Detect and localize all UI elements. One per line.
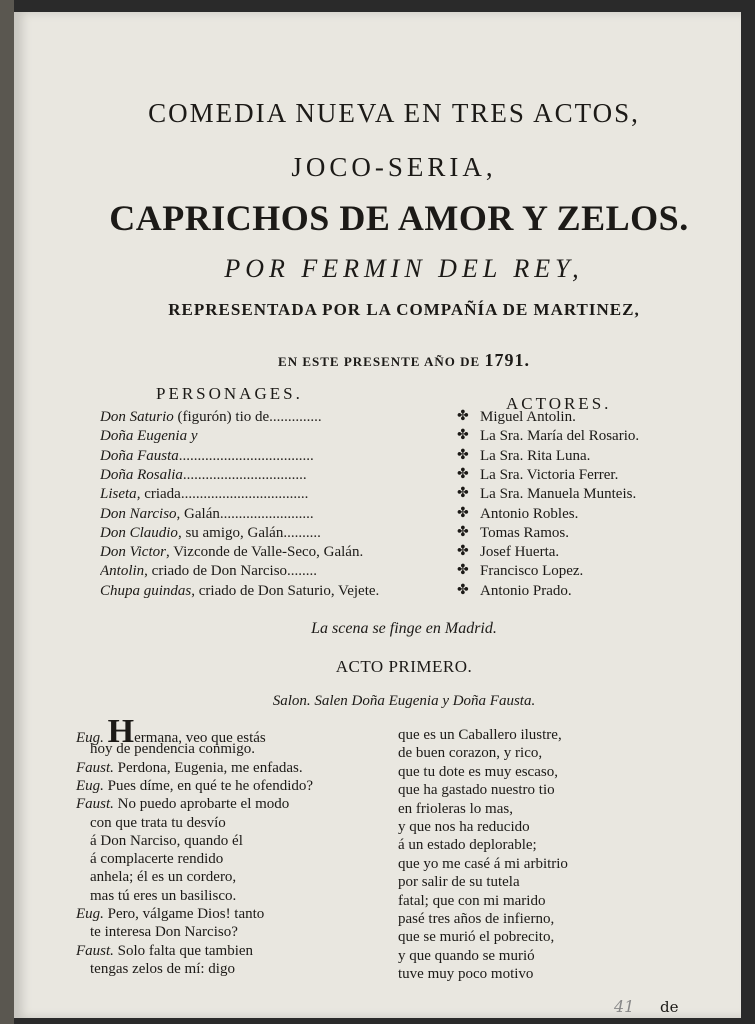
cast-row (100, 486, 740, 505)
verse-text: á complacerte rendido (90, 851, 224, 868)
year-prefix: EN ESTE PRESENTE AÑO DE (278, 354, 481, 369)
verse-text: te interesa Don Narciso? (90, 924, 238, 941)
actor-name: Tomas Ramos. (480, 524, 569, 541)
verse-line: que tu dote es muy escaso, (398, 763, 558, 780)
leader-dots: ................................. (182, 466, 307, 483)
brace-ornament-icon: ✤ (457, 409, 469, 424)
cast-row (100, 544, 740, 563)
character-name: Liseta (100, 486, 137, 503)
verse-line (90, 832, 243, 851)
speaker-label: Eug. (76, 777, 104, 794)
leader-dots: .......... (283, 524, 321, 541)
character-name: Doña Fausta (100, 447, 179, 464)
setting-line: La scena se finge en Madrid. (311, 620, 497, 637)
character-entry (100, 409, 445, 426)
cast-row (100, 506, 740, 525)
character-entry (100, 583, 445, 600)
character-entry (100, 525, 445, 542)
brace-ornament-icon: ✤ (457, 447, 469, 463)
verse-line: que es un Caballero ilustre, (398, 727, 562, 743)
verse-line (90, 887, 236, 906)
brace-ornament-icon: ✤ (457, 563, 469, 579)
character-entry (100, 563, 445, 580)
verse-line: fatal; que con mi marido (398, 892, 546, 909)
speaker-label: Eug. (76, 730, 104, 746)
drop-cap: H (107, 713, 135, 750)
speaker-label: Faust. (76, 942, 114, 959)
actor-name: Antonio Prado. (480, 582, 572, 599)
character-name: Doña Eugenia y (100, 428, 198, 445)
verse-text: No puedo aprobarte el modo (117, 796, 290, 813)
verse-text: mas tú eres un basilisco. (90, 887, 237, 904)
leader-dots: ......................... (219, 505, 314, 522)
character-name: Don Victor (100, 544, 166, 561)
personages-header: PERSONAGES. (156, 384, 303, 403)
verse-text: Pero, válgame Dios! tanto (107, 906, 265, 922)
leader-dots: .................................. (180, 486, 309, 503)
verse-line (76, 942, 253, 961)
verse-text: hoy de pendencia conmigo. (90, 741, 255, 758)
brace-ornament-icon: ✤ (457, 505, 469, 521)
verse-text: tengas zelos de mí: digo (90, 960, 235, 977)
brace-ornament-icon: ✤ (457, 428, 469, 444)
character-entry (100, 486, 445, 503)
verse-line (90, 868, 236, 887)
cast-row (100, 428, 740, 447)
verse-text: Pues díme, en qué te he ofendido? (107, 777, 314, 794)
character-entry (100, 544, 445, 561)
play-title: CAPRICHOS DE AMOR Y ZELOS. (109, 198, 689, 238)
verse-text: con que trata tu desvío (90, 814, 226, 831)
verse-line (90, 923, 238, 942)
verse-line: y que quando se murió (398, 947, 535, 964)
character-entry (100, 428, 445, 445)
title-line-2: JOCO-SERIA, (291, 152, 497, 182)
character-name: Doña Rosalia (100, 466, 183, 483)
character-entry (100, 506, 445, 523)
cast-row (100, 448, 740, 467)
verse-line (90, 740, 255, 759)
author-line: POR FERMIN DEL REY, (224, 254, 584, 283)
verse-line: á un estado deplorable; (398, 837, 537, 854)
actor-name: La Sra. Manuela Munteis. (480, 486, 637, 503)
leader-dots: .................................... (178, 447, 314, 464)
character-description: , criada (136, 486, 181, 503)
company-line: REPRESENTADA POR LA COMPAÑÍA DE MARTINEZ, (168, 300, 640, 319)
character-name: Don Saturio (100, 409, 174, 425)
character-description: , criado de Don Saturio, Vejete (191, 582, 376, 599)
brace-ornament-icon: ✤ (457, 486, 469, 502)
verse-text: Solo falta que tambien (117, 942, 254, 959)
speaker-label: Eug. (76, 906, 104, 922)
verse-text: á Don Narciso, quando él (90, 832, 243, 849)
cast-row (100, 563, 740, 582)
verse-line: que se murió el pobrecito, (398, 929, 555, 946)
page-number: 41 (614, 997, 635, 1016)
year-value: 1791. (484, 350, 530, 370)
verse-line (90, 814, 226, 833)
title-line-1: COMEDIA NUEVA EN TRES ACTOS, (148, 98, 640, 128)
character-name: Chupa guindas (100, 582, 192, 599)
actor-name: La Sra. Victoria Ferrer. (480, 466, 619, 483)
actor-name: Francisco Lopez. (480, 563, 584, 580)
leader-dots: ........ (287, 563, 318, 580)
character-name: Don Claudio (100, 524, 178, 541)
verse-line: y que nos ha reducido (398, 819, 530, 835)
scene-direction: Salon. Salen Doña Eugenia y Doña Fausta. (272, 693, 536, 709)
actor-name: Miguel Antolin. (480, 409, 576, 425)
verse-line (76, 795, 289, 814)
character-description: , Galán (176, 505, 220, 522)
verse-text: ermana, veo que estás (134, 730, 266, 746)
character-entry (100, 448, 445, 465)
leader-dots: . (375, 582, 380, 599)
verse-line (76, 777, 313, 796)
cast-row (100, 467, 740, 486)
brace-ornament-icon: ✤ (457, 524, 469, 540)
cast-row (100, 583, 740, 602)
brace-ornament-icon: ✤ (457, 544, 469, 560)
brace-ornament-icon: ✤ (457, 466, 469, 482)
book-binding-edge (0, 0, 14, 1024)
verse-line: por salir de su tutela (398, 874, 520, 891)
catchword: de (660, 998, 679, 1016)
verse-line (90, 850, 223, 869)
verse-line (76, 759, 303, 778)
verse-line: de buen corazon, y rico, (398, 745, 543, 762)
book-page (14, 12, 741, 1018)
speaker-label: Faust. (76, 796, 114, 813)
character-description: , su amigo, Galán (177, 524, 284, 541)
character-name: Antolin (100, 563, 145, 580)
verse-line: tuve muy poco motivo (398, 966, 534, 983)
actor-name: Josef Huerta. (480, 544, 560, 561)
verse-line (76, 905, 264, 924)
act-heading: ACTO PRIMERO. (335, 657, 473, 676)
verse-line: en frioleras lo mas, (398, 800, 513, 817)
speaker-label: Faust. (76, 759, 114, 776)
verse-line: pasé tres años de infierno, (398, 911, 555, 927)
year-line (74, 350, 734, 371)
cast-row (100, 409, 740, 428)
verse-text: Perdona, Eugenia, me enfadas. (117, 759, 303, 776)
actor-name: La Sra. María del Rosario. (480, 428, 640, 445)
character-name: Don Narciso (100, 505, 177, 522)
verse-line: que ha gastado nuestro tio (398, 782, 555, 799)
verse-text: anhela; él es un cordero, (90, 869, 237, 886)
character-entry (100, 467, 445, 484)
leader-dots: .............. (269, 409, 322, 425)
cast-row (100, 525, 740, 544)
actor-name: La Sra. Rita Luna. (480, 447, 591, 464)
character-description: (figurón) tio de (173, 409, 270, 425)
character-description: , Vizconde de Valle-Seco, Galán (165, 544, 360, 561)
actor-name: Antonio Robles. (480, 505, 579, 522)
actors-header: ACTORES. (506, 394, 612, 413)
brace-ornament-icon: ✤ (457, 582, 469, 598)
verse-line (90, 960, 235, 979)
character-description: , criado de Don Narciso (144, 563, 288, 580)
verse-line: que yo me casé á mi arbitrio (398, 855, 568, 872)
leader-dots: . (359, 544, 364, 561)
